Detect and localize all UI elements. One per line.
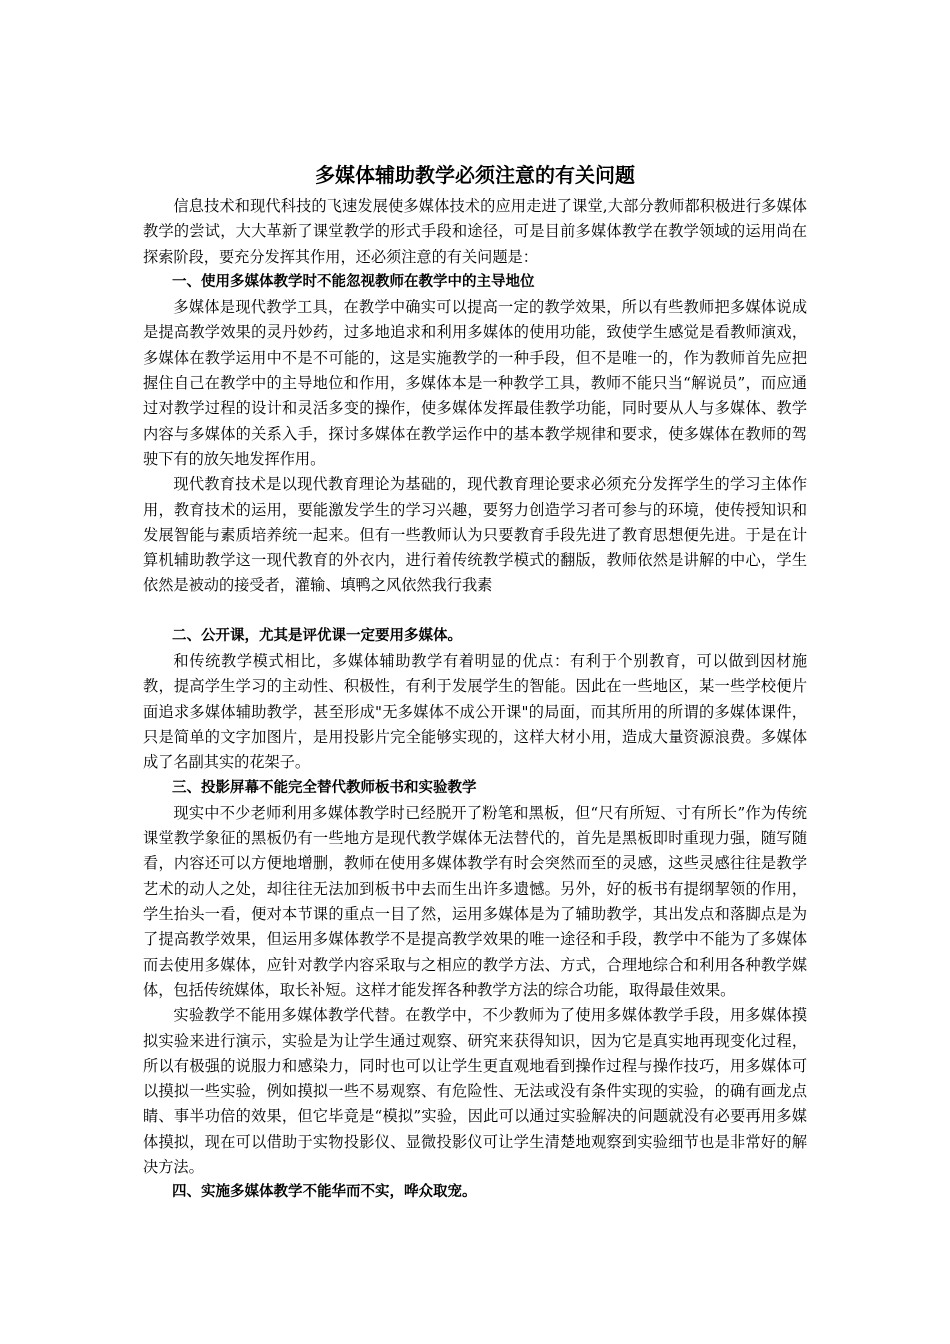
section-3-paragraph-1: 现实中不少老师利用多媒体教学时已经脱开了粉笔和黑板，但“尺有所短、寸有所长”作为传统课堂教学象征的黑板仍有一些地方是现代教学媒体无法替代的，首先是黑板即时重现力强，随写随看，内容还可以方便地增删，教师在使用多媒体教学有时会突然而至的灵感，这些灵感往往是教学艺术的动人之处，却往往无法加到板书中去而生出许多遗憾。另外，好的板书有提纲挈领的作用，学生抬头一看，便对本节课的重点一目了然，运用多媒体是为了辅助教学，其出发点和落脚点是为了提高教学效果，但运用多媒体教学不是提高教学效果的唯一途径和手段，教学中不能为了多媒体而去使用多媒体，应针对教学内容采取与之相应的教学方法、方式，合理地综合和利用各种教学媒体，包括传统媒体，取长补短。这样才能发挥各种教学方法的综合功能，取得最佳效果。	[143, 803, 807, 999]
section-2-heading: 二、公开课，尤其是评优课一定要用多媒体。	[172, 627, 462, 644]
section-1-heading: 一、使用多媒体教学时不能忽视教师在教学中的主导地位	[172, 273, 535, 290]
intro-paragraph: 信息技术和现代科技的飞速发展使多媒体技术的应用走进了课堂,大部分教师都积极进行多媒体教学的尝试，大大革新了课堂教学的形式手段和途径，可是目前多媒体教学在教学领域的运用尚在探索阶段，要充分发挥其作用，还必须注意的有关问题是：	[143, 197, 807, 266]
section-1-paragraph-2: 现代教育技术是以现代教育理论为基础的，现代教育理论要求必须充分发挥学生的学习主体作用，教育技术的运用，要能激发学生的学习兴趣，要努力创造学习者可参与的环境，使传授知识和发展智能与素质培养统一起来。但有一些教师认为只要教育手段先进了教育思想便先进。于是在计算机辅助教学这一现代教育的外衣内，进行着传统教学模式的翻版，教师依然是讲解的中心，学生依然是被动的接受者，灌输、填鸭之风依然我行我素	[143, 475, 807, 595]
document-page	[143, 160, 807, 1206]
document-title: 多媒体辅助教学必须注意的有关问题	[315, 163, 635, 187]
section-3-paragraph-2: 实验教学不能用多媒体教学代替。在教学中，不少教师为了使用多媒体教学手段，用多媒体摸拟实验来进行演示，实验是为让学生通过观察、研究来获得知识，因为它是真实地再现变化过程，所以有极强的说服力和感染力，同时也可以让学生更直观地看到操作过程与操作技巧，用多媒体可以摸拟一些实验，例如摸拟一些不易观察、有危险性、无法或没有条件实现的实验，的确有画龙点睛、事半功倍的效果，但它毕竟是“模拟”实验，因此可以通过实验解决的问题就没有必要再用多媒体摸拟，现在可以借助于实物投影仪、显微投影仪可让学生清楚地观察到实验细节也是非常好的解决方法。	[143, 1006, 807, 1176]
section-3-heading: 三、投影屏幕不能完全替代教师板书和实验教学	[172, 779, 477, 796]
blank-line	[143, 599, 807, 624]
section-4-heading: 四、实施多媒体教学不能华而不实，哗众取宠。	[172, 1184, 477, 1201]
section-1-paragraph-1: 多媒体是现代教学工具，在教学中确实可以提高一定的教学效果，所以有些教师把多媒体说成是提高教学效果的灵丹妙药，过多地追求和利用多媒体的使用功能，致使学生感觉是看教师演戏，多媒体在教学运用中不是不可能的，这是实施教学的一种手段，但不是唯一的，作为教师首先应把握住自己在教学中的主导地位和作用，多媒体本是一种教学工具，教师不能只当“解说员”，而应通过对教学过程的设计和灵活多变的操作，使多媒体发挥最佳教学功能，同时要从人与多媒体、教学内容与多媒体的关系入手，探讨多媒体在教学运作中的基本教学规律和要求，使多媒体在教师的驾驶下有的放矢地发挥作用。	[143, 298, 807, 468]
section-2-paragraph-1: 和传统教学模式相比，多媒体辅助教学有着明显的优点：有利于个别教育，可以做到因材施教，提高学生学习的主动性、积极性，有利于发展学生的智能。因此在一些地区，某一些学校便片面追求多媒体辅助教学，甚至形成"无多媒体不成公开课"的局面，而其所用的所谓的多媒体课件，只是简单的文字加图片，是用投影片完全能够实现的，这样大材小用，造成大量资源浪费。多媒体成了名副其实的花架子。	[143, 652, 807, 772]
